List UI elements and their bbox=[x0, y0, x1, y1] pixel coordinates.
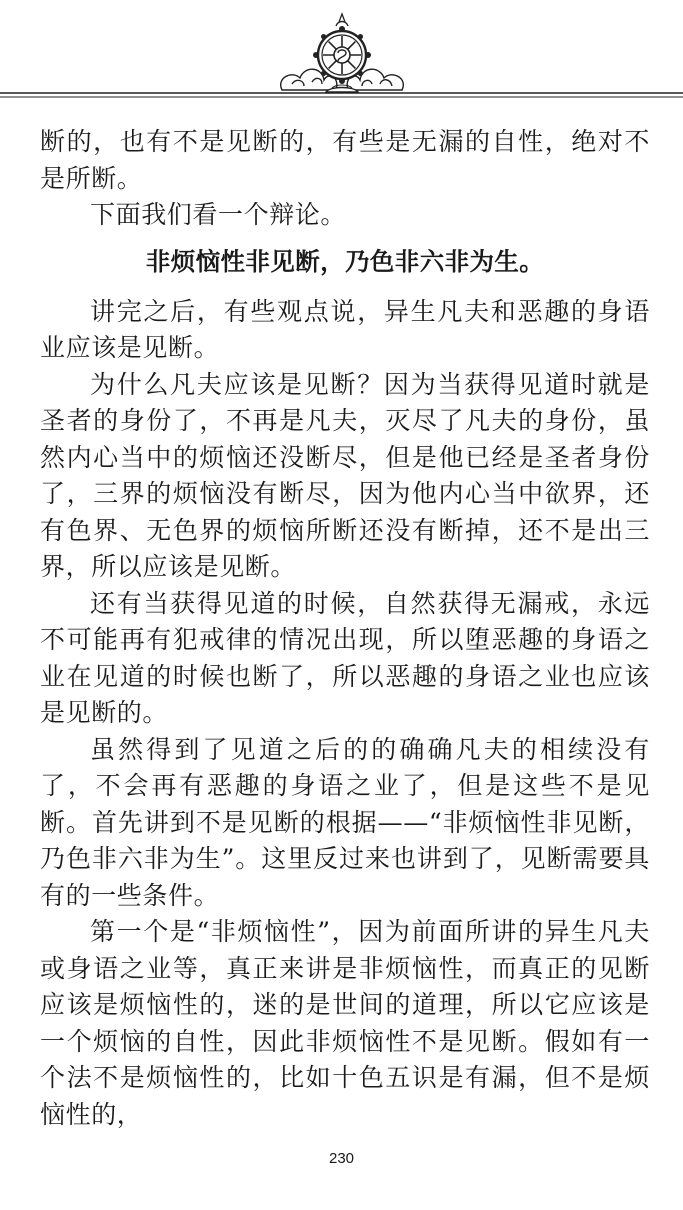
page-header bbox=[0, 0, 683, 110]
paragraph: 为什么凡夫应该是见断？因为当获得见道时就是圣者的身份了，不再是凡夫，灭尽了凡夫的身份，虽然内心当中的烦恼还没断尽，但是他已经是圣者身份了，三界的烦恼没有断尽，因为他内心当中欲界，还有色界、无色界的烦恼所断还没有断掉，还不是出三界，所以应该是见断。 bbox=[40, 369, 650, 581]
paragraph: 断的，也有不是见断的，有些是无漏的自性，绝对不是所断。 bbox=[40, 127, 650, 193]
header-ornament bbox=[0, 0, 683, 110]
section-heading: 非烦恼性非见断，乃色非六非为生。 bbox=[145, 246, 545, 276]
page-number: 230 bbox=[328, 1150, 355, 1167]
paragraph: 讲完之后，有些观点说，异生凡夫和恶趣的身语业应该是见断。 bbox=[40, 296, 650, 362]
paragraph: 下面我们看一个辩论。 bbox=[90, 200, 347, 229]
paragraph: 虽然得到了见道之后的的确确凡夫的相续没有了，不会再有恶趣的身语之业了，但是这些不是见断。首先讲到不是见断的根据——“非烦恼性非见断，乃色非六非为生”。这里反过来也讲到了，见断需要具有的一些条件。 bbox=[40, 734, 650, 910]
page-body bbox=[40, 124, 650, 1133]
paragraph: 还有当获得见道的时候，自然获得无漏戒，永远不可能再有犯戒律的情况出现，所以堕恶趣的身语之业在见道的时候也断了，所以恶趣的身语之业也应该是见断的。 bbox=[40, 588, 650, 727]
paragraph: 第一个是“非烦恼性”，因为前面所讲的异生凡夫或身语之业等，真正来讲是非烦恼性，而真正的见断应该是烦恼性的，迷的是世间的道理，所以它应该是一个烦恼的自性，因此非烦恼性不是见断。假如有一个法不是烦恼性的，比如十色五识是有漏，但不是烦恼性的， bbox=[40, 917, 650, 1129]
